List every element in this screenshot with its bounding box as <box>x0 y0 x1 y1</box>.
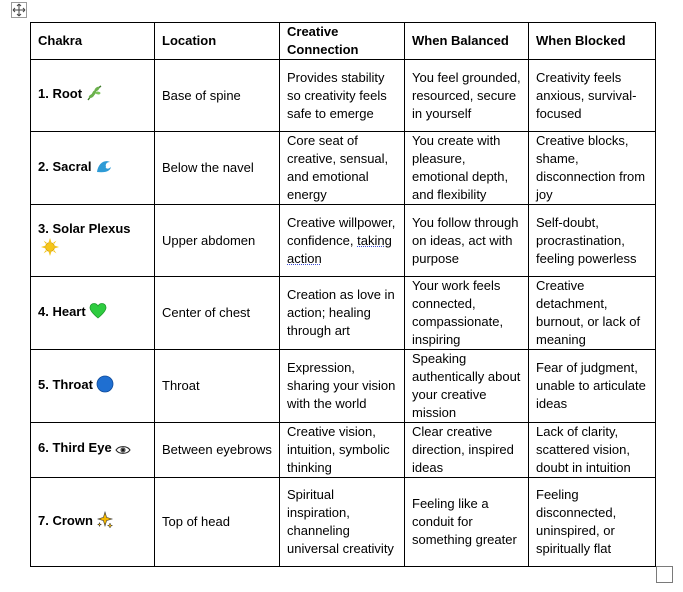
chakra-name: 1. Root <box>38 86 83 101</box>
chakra-cell[interactable] <box>31 478 155 567</box>
spellcheck-phrase: taking action <box>287 232 392 266</box>
chakra-table <box>30 22 656 567</box>
blocked-cell[interactable]: Lack of clarity, scattered vision, doubt in intuition <box>529 423 656 478</box>
table-row <box>31 205 656 277</box>
table-row <box>31 350 656 423</box>
green-heart-icon <box>89 302 107 325</box>
location-cell[interactable]: Throat <box>155 350 280 423</box>
blocked-cell[interactable]: Creative detachment, burnout, or lack of meaning <box>529 277 656 350</box>
creative-cell[interactable] <box>280 205 405 277</box>
chakra-name: 2. Sacral <box>38 158 92 174</box>
location-cell[interactable]: Top of head <box>155 478 280 567</box>
header-chakra: Chakra <box>31 23 155 60</box>
herb-icon <box>85 84 103 107</box>
chakra-name: 7. Crown <box>38 512 93 528</box>
move-arrows-icon <box>12 3 26 17</box>
header-location: Location <box>155 23 280 60</box>
creative-cell[interactable]: Spiritual inspiration, channeling universal creativity <box>280 478 405 567</box>
table-move-handle[interactable] <box>11 2 27 18</box>
table-row <box>31 132 656 205</box>
table-resize-handle[interactable] <box>656 566 673 583</box>
balanced-cell[interactable]: Feeling like a conduit for something greater <box>405 478 529 567</box>
chakra-cell[interactable] <box>31 350 155 423</box>
wave-icon <box>95 157 113 180</box>
creative-cell[interactable]: Creation as love in action; healing through art <box>280 277 405 350</box>
table-row <box>31 478 656 567</box>
header-when-blocked: When Blocked <box>529 23 656 60</box>
location-cell[interactable]: Base of spine <box>155 60 280 132</box>
balanced-cell[interactable]: You feel grounded, resourced, secure in yourself <box>405 60 529 132</box>
location-cell[interactable]: Between eyebrows <box>155 423 280 478</box>
eye-icon <box>115 443 131 461</box>
header-creative-connection: Creative Connection <box>280 23 405 60</box>
chakra-name: 4. Heart <box>38 303 86 319</box>
table-row <box>31 423 656 478</box>
chakra-name: 5. Throat <box>38 376 93 392</box>
creative-cell[interactable]: Creative vision, intuition, symbolic thinking <box>280 423 405 478</box>
table-row <box>31 277 656 350</box>
creative-cell[interactable]: Provides stability so creativity feels safe to emerge <box>280 60 405 132</box>
blocked-cell[interactable]: Feeling disconnected, uninspired, or spiritually flat <box>529 478 656 567</box>
balanced-cell[interactable]: You create with pleasure, emotional depth, and flexibility <box>405 132 529 205</box>
table-row <box>31 60 656 132</box>
chakra-cell[interactable] <box>31 423 155 478</box>
balanced-cell[interactable]: You follow through on ideas, act with purpose <box>405 205 529 277</box>
blue-circle-icon <box>96 375 114 398</box>
location-cell[interactable]: Upper abdomen <box>155 205 280 277</box>
creative-cell[interactable]: Expression, sharing your vision with the world <box>280 350 405 423</box>
header-when-balanced: When Balanced <box>405 23 529 60</box>
chakra-name: 6. Third Eye <box>38 440 112 455</box>
blocked-cell[interactable]: Creativity feels anxious, survival-focused <box>529 60 656 132</box>
location-cell[interactable]: Center of chest <box>155 277 280 350</box>
location-cell[interactable]: Below the navel <box>155 132 280 205</box>
balanced-cell[interactable]: Your work feels connected, compassionate, inspiring <box>405 277 529 350</box>
chakra-cell[interactable] <box>31 277 155 350</box>
blocked-cell[interactable]: Creative blocks, shame, disconnection from joy <box>529 132 656 205</box>
blocked-cell[interactable]: Self-doubt, procrastination, feeling powerless <box>529 205 656 277</box>
sun-icon <box>41 238 59 261</box>
chakra-cell[interactable] <box>31 132 155 205</box>
creative-cell[interactable]: Core seat of creative, sensual, and emotional energy <box>280 132 405 205</box>
chakra-name: 3. Solar Plexus <box>38 221 131 236</box>
sparkles-icon <box>96 511 114 534</box>
chakra-cell[interactable] <box>31 205 155 277</box>
chakra-cell[interactable] <box>31 60 155 132</box>
blocked-cell[interactable]: Fear of judgment, unable to articulate ideas <box>529 350 656 423</box>
creative-text: Creative willpower, confidence, <box>287 214 396 248</box>
balanced-cell[interactable]: Speaking authentically about your creative mission <box>405 350 529 423</box>
header-row <box>31 23 656 60</box>
balanced-cell[interactable]: Clear creative direction, inspired ideas <box>405 423 529 478</box>
